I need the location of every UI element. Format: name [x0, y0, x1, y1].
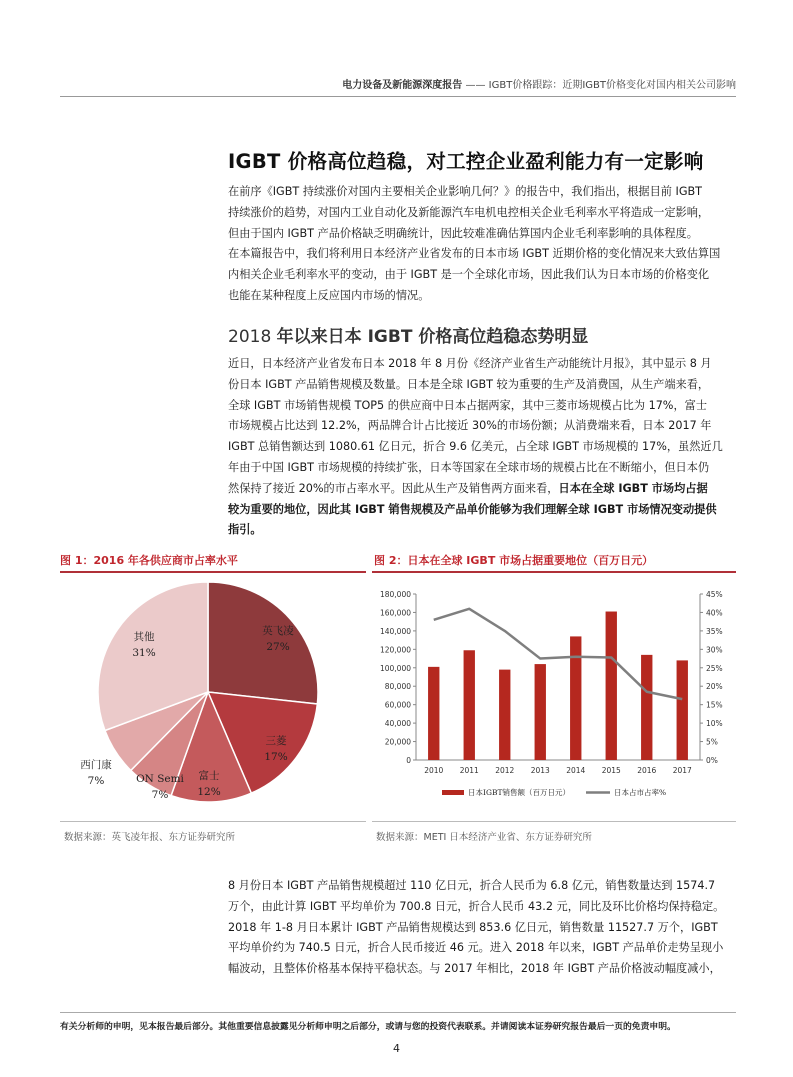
x-axis-tick-label: 2012 — [495, 766, 515, 775]
figure1-source: 数据来源：英飞凌年报、东方证券研究所 — [64, 832, 236, 843]
pie-slice-value: 31% — [132, 647, 156, 659]
pie-slice-label: 三菱 — [265, 735, 287, 747]
left-axis-tick-label: 180,000 — [379, 590, 411, 599]
figure2-title: 图 2：日本在全球 IGBT 市场占据重要地位（百万日元） — [374, 554, 654, 567]
x-axis-tick-label: 2015 — [601, 766, 621, 775]
pie-slice-label: ON Semi — [136, 773, 184, 785]
sales-line: 8 月份日本 IGBT 产品销售规模超过 110 亿日元，折合人民币为 6.8 亿元，销售数量达到 1574.7 — [228, 879, 716, 892]
body-line — [228, 479, 740, 500]
bar — [535, 664, 546, 760]
sales-line: 万个，由此计算 IGBT 平均单价为 700.8 日元，折合人民币 43.2 元，同比及环比价格均保持稳定。 — [228, 899, 725, 913]
intro-paragraph — [228, 182, 740, 307]
intro-line: 在前序《IGBT 持续涨价对国内主要相关企业影响几何？》的报告中，我们指出，根据目前 IGBT — [228, 185, 703, 198]
x-axis-tick-label: 2016 — [637, 766, 657, 775]
body-line-normal: 然保持了接近 20%的市占率水平。因此从生产及销售两方面来看， — [228, 481, 559, 495]
bar — [677, 660, 688, 760]
right-axis-tick-label: 0% — [706, 756, 718, 765]
report-type: 电力设备及新能源深度报告 — [342, 80, 463, 91]
pie-slice-value: 17% — [264, 751, 288, 763]
legend-line-label: 日本占市占率% — [614, 788, 667, 797]
figure2-foot-rule — [372, 821, 736, 822]
body-emphasis-line: 指引。 — [228, 523, 262, 537]
pie-slice-label: 英飞凌 — [262, 625, 294, 637]
figure2-title-rule — [372, 571, 736, 573]
intro-line: 但由于国内 IGBT 产品价格缺乏明确统计，因此较难准确估算国内企业毛利率影响的具体程度。 — [228, 226, 698, 240]
disclaimer-note: 有关分析师的申明，见本报告最后部分。其他重要信息披露见分析师申明之后部分，或请与您的投资代表联系。并请阅读本证券研究报告最后一页的免责申明。 — [60, 1022, 676, 1032]
x-axis-tick-label: 2010 — [424, 766, 444, 775]
right-axis-tick-label: 35% — [706, 626, 723, 636]
intro-line: 也能在某种程度上反应国内市场的情况。 — [228, 288, 430, 302]
body-line: 市场规模占比达到 12.2%，两品牌合计占比接近 30%的市场份额；从消费端来看，日本 2017 年 — [228, 419, 712, 433]
x-axis-tick-label: 2017 — [672, 766, 692, 775]
sales-line: 2018 年 1-8 月日本累计 IGBT 产品销售规模达到 853.6 亿日元，销售数量 11527.7 万个，IGBT — [228, 920, 718, 934]
pie-slice — [208, 582, 318, 704]
right-axis-tick-label: 15% — [706, 700, 723, 710]
body-line: 年由于中国 IGBT 市场规模的持续扩张，日本等国家在全球市场的规模占比在不断缩小，但日本仍 — [228, 460, 710, 474]
report-header — [60, 76, 736, 91]
header-divider — [60, 96, 736, 97]
subsection-title-year: 2018 — [228, 327, 277, 347]
pie-slice-label: 西门康 — [80, 759, 112, 771]
legend-bar-swatch — [442, 790, 464, 795]
body-line: 全球 IGBT 市场销售规模 TOP5 的供应商中日本占据两家，其中三菱市场规模占比为 17%，富士 — [228, 398, 708, 412]
pie-slice-value: 12% — [197, 786, 221, 798]
sales-paragraph — [228, 876, 740, 980]
figure1-foot-rule — [60, 821, 366, 822]
header-separator: —— — [465, 80, 486, 91]
figure1-title: 图 1：2016 年各供应商市占率水平 — [60, 554, 238, 567]
pie-slice-label: 其他 — [133, 631, 155, 643]
left-axis-tick-label: 40,000 — [384, 719, 411, 729]
right-axis-tick-label: 5% — [706, 737, 718, 747]
x-axis-tick-label: 2014 — [566, 766, 586, 775]
intro-line: 在本篇报告中，我们将利用日本经济产业省发布的日本市场 IGBT 近期价格的变化情况来大致估算国 — [228, 247, 721, 261]
body-line-emphasis: 日本在全球 IGBT 市场均占据 — [558, 481, 708, 495]
intro-line: 内相关企业毛利率水平的变动，由于 IGBT 是一个全球化市场，因此我们认为日本市场的价格变化 — [228, 268, 710, 282]
pie-slice-value: 7% — [151, 789, 169, 801]
body-line: 份日本 IGBT 产品销售规模及数量。日本是全球 IGBT 较为重要的生产及消费国，从生产端来看， — [228, 377, 710, 391]
body-line: 近日，日本经济产业省发布日本 2018 年 8 月份《经济产业省生产动能统计月报》，其中显示 8 月 — [228, 357, 712, 370]
bar — [641, 655, 652, 760]
right-axis-tick-label: 25% — [706, 663, 723, 673]
bar — [499, 670, 510, 760]
intro-line: 持续涨价的趋势，对国内工业自动化及新能源汽车电机电控相关企业毛利率水平将造成一定影响， — [228, 205, 710, 219]
body-emphasis-line: 较为重要的地位，因此其 IGBT 销售规模及产品单价能够为我们理解全球 IGBT 市场情况变动提供 — [228, 502, 717, 516]
right-axis-tick-label: 30% — [706, 645, 723, 655]
left-axis-tick-label: 160,000 — [379, 608, 411, 618]
right-axis-tick-label: 10% — [706, 719, 723, 729]
legend-bar-label: 日本IGBT销售额（百万日元） — [468, 788, 570, 797]
pie-slice-value: 27% — [266, 641, 290, 653]
left-axis-tick-label: 140,000 — [379, 626, 411, 636]
pie-chart — [60, 576, 366, 820]
x-axis-tick-label: 2013 — [530, 766, 550, 775]
left-axis-tick-label: 100,000 — [379, 663, 411, 673]
left-axis-tick-label: 20,000 — [384, 737, 411, 747]
sales-line: 幅波动，且整体价格基本保持平稳状态。与 2017 年相比，2018 年 IGBT 产品价格波动幅度减小， — [228, 962, 721, 976]
left-axis-tick-label: 60,000 — [384, 700, 411, 710]
report-title: IGBT价格跟踪：近期IGBT价格变化对国内相关公司影响 — [488, 80, 736, 91]
bar — [464, 650, 475, 760]
bar — [570, 636, 581, 760]
right-axis-tick-label: 20% — [706, 682, 723, 692]
combo-chart — [372, 576, 736, 820]
figure1-title-rule — [60, 571, 366, 573]
section-title: IGBT 价格高位趋稳，对工控企业盈利能力有一定影响 — [228, 150, 704, 173]
left-axis-tick-label: 120,000 — [379, 645, 411, 655]
bar — [428, 667, 439, 760]
bar — [606, 612, 617, 760]
pie-slice-value: 7% — [87, 775, 105, 787]
right-axis-tick-label: 40% — [706, 608, 723, 618]
body-paragraph — [228, 354, 740, 541]
figure2-source: 数据来源：METI 日本经济产业省、东方证券研究所 — [376, 832, 592, 843]
page-number: 4 — [393, 1042, 400, 1055]
subsection-title — [228, 322, 588, 347]
left-axis-tick-label: 80,000 — [384, 682, 411, 692]
sales-line: 平均单价约为 740.5 日元，折合人民币接近 46 元。进入 2018 年以来，IGBT 产品单价走势呈现小 — [228, 941, 724, 955]
left-axis-tick-label: 0 — [406, 756, 411, 765]
footer-divider — [60, 1012, 736, 1013]
pie-slice-label: 富士 — [198, 770, 220, 782]
body-line: IGBT 总销售额达到 1080.61 亿日元，折合 9.6 亿美元，占全球 IGBT 市场规模的 17%，虽然近几 — [228, 440, 723, 454]
x-axis-tick-label: 2011 — [459, 766, 479, 775]
subsection-title-text: 年以来日本 IGBT 价格高位趋稳态势明显 — [276, 327, 589, 347]
right-axis-tick-label: 45% — [706, 590, 723, 599]
